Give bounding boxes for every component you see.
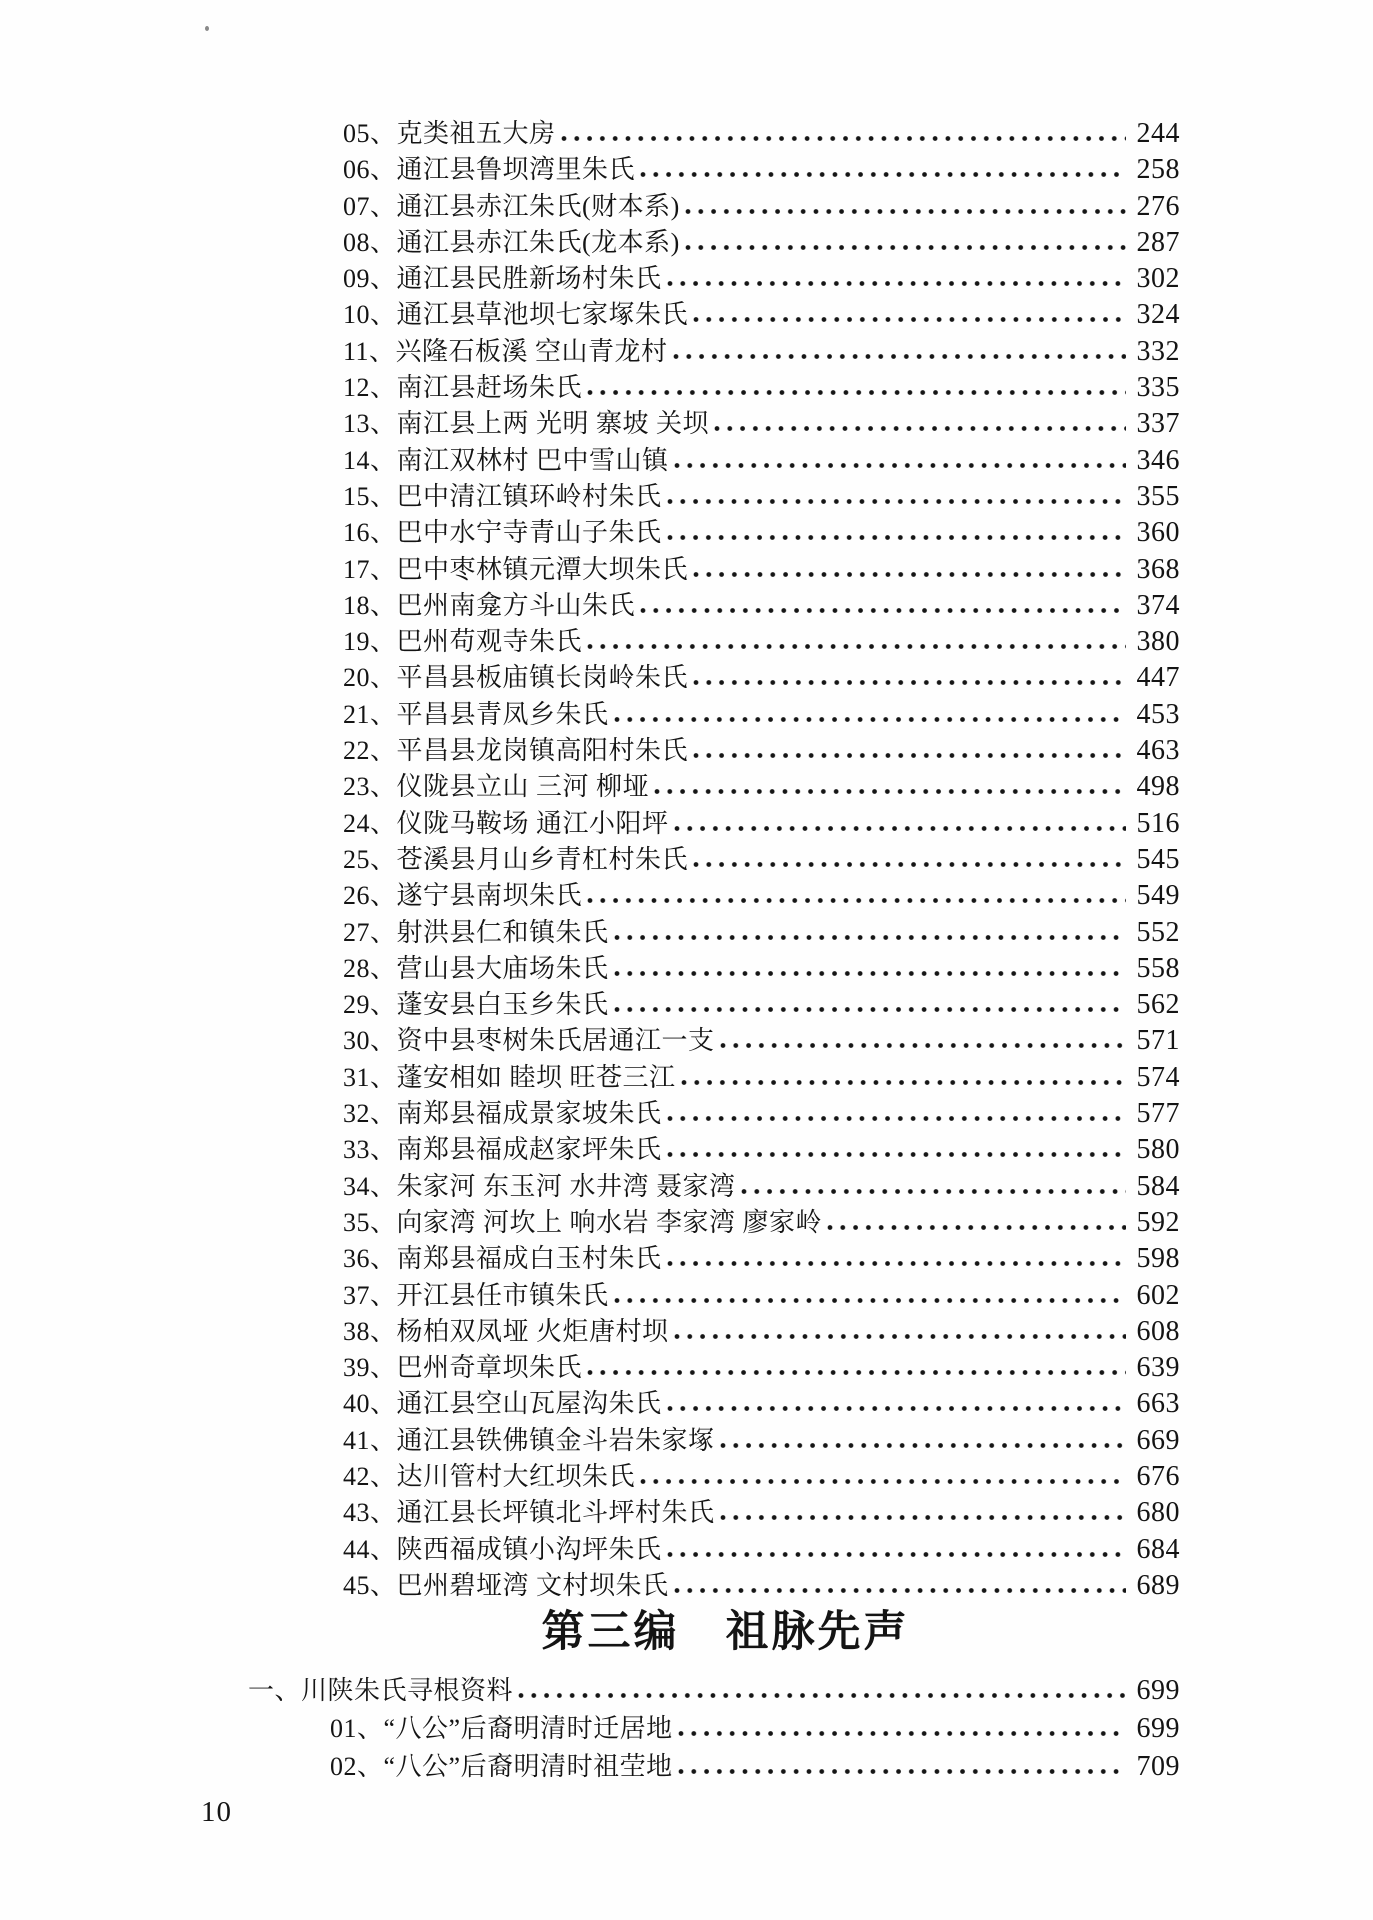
toc-entry-page: 598 <box>1136 1243 1180 1275</box>
toc-entry-title: 南郑县福成景家坡朱氏 <box>396 1099 662 1129</box>
toc-entry <box>343 733 1180 769</box>
toc-entry-number: 43、 <box>343 1498 397 1528</box>
dot-leader <box>693 316 1126 323</box>
dot-leader <box>667 1551 1126 1558</box>
dot-leader <box>674 1333 1126 1340</box>
toc-entry-number: 02、 <box>330 1752 384 1781</box>
toc-entry-number: 16、 <box>343 518 397 548</box>
toc-entry-title: 巴州奇章坝朱氏 <box>396 1353 583 1383</box>
toc-entry <box>343 697 1180 733</box>
toc-entry-page: 332 <box>1136 335 1180 367</box>
toc-entry-title: 通江县赤江朱氏(财本系) <box>396 191 680 221</box>
toc-entry-number: 05、 <box>343 119 397 148</box>
toc-entry <box>343 261 1180 297</box>
toc-entry-number: 32、 <box>343 1099 397 1129</box>
scan-speck <box>205 26 209 31</box>
toc-entry <box>343 1205 1180 1241</box>
dot-leader <box>654 788 1126 795</box>
toc-entry-page: 592 <box>1136 1206 1180 1238</box>
toc-entry-number: 40、 <box>343 1389 397 1419</box>
toc-entry-page: 463 <box>1136 735 1180 767</box>
toc-entry-title: 陕西福成镇小沟坪朱氏 <box>396 1534 662 1564</box>
folio-page-number: 10 <box>201 1796 232 1828</box>
toc-entry-number: 42、 <box>343 1461 397 1491</box>
toc-entry-title: 南郑县福成白玉村朱氏 <box>396 1244 662 1274</box>
toc-entry-page: 374 <box>1136 589 1180 621</box>
toc-entry <box>343 225 1180 261</box>
dot-leader <box>741 1188 1126 1195</box>
toc-entry-title: 南江双林村 巴中雪山镇 <box>396 445 669 475</box>
toc-entry <box>343 1023 1180 1059</box>
toc-entry <box>343 1532 1180 1568</box>
dot-leader <box>614 934 1126 941</box>
toc-entry-title: 通江县鲁坝湾里朱氏 <box>396 155 636 185</box>
toc-entry-page: 709 <box>1136 1751 1180 1782</box>
toc-entry <box>343 660 1180 696</box>
toc-entry-page: 571 <box>1136 1025 1180 1057</box>
toc-entry-page: 689 <box>1136 1569 1180 1601</box>
toc-entry-number: 27、 <box>343 917 397 947</box>
toc-entry-title: 兴隆石板溪 空山青龙村 <box>395 336 668 366</box>
toc-entry-title: 蓬安县白玉乡朱氏 <box>396 990 609 1020</box>
toc-entry-page: 574 <box>1136 1061 1180 1093</box>
toc-entry <box>343 1278 1180 1314</box>
toc-entry-page: 699 <box>1136 1713 1180 1744</box>
toc-entry-title: 克类祖五大房 <box>396 119 556 148</box>
toc-entry-page: 447 <box>1136 662 1180 694</box>
toc-entry-page: 639 <box>1136 1352 1180 1384</box>
toc-entry-page: 608 <box>1136 1315 1180 1347</box>
dot-leader <box>640 607 1126 614</box>
toc-entry-number: 23、 <box>343 772 397 802</box>
toc-entry <box>343 769 1180 805</box>
toc-entry <box>343 1386 1180 1422</box>
dot-leader <box>674 462 1126 469</box>
section-header: 第三编 祖脉先声 <box>541 1609 910 1656</box>
dot-leader <box>678 1730 1126 1737</box>
toc-entry <box>343 552 1180 588</box>
toc-entry-page: 676 <box>1136 1460 1180 1492</box>
dot-leader <box>693 679 1126 686</box>
toc-entry-title: 巴州苟观寺朱氏 <box>396 627 583 657</box>
toc-entry-page: 335 <box>1136 372 1180 404</box>
toc-entry-number: 21、 <box>343 699 397 729</box>
toc-entry-number: 44、 <box>343 1534 397 1564</box>
toc-entry-number: 06、 <box>343 155 397 185</box>
toc-entry-title: 平昌县龙岗镇高阳村朱氏 <box>396 736 689 766</box>
toc-entry-number: 29、 <box>343 990 397 1020</box>
dot-leader <box>714 425 1126 432</box>
toc-entry-number: 10、 <box>343 300 397 330</box>
toc-entry <box>343 1350 1180 1386</box>
toc-entry-page: 360 <box>1136 517 1180 549</box>
dot-leader <box>667 1405 1126 1412</box>
toc-entry-title: 通江县铁佛镇金斗岩朱家塚 <box>396 1425 715 1455</box>
toc-entry-page: 558 <box>1136 952 1180 984</box>
dot-leader <box>614 1297 1126 1304</box>
toc-entry-number: 09、 <box>343 264 397 294</box>
toc-entry-page: 516 <box>1136 807 1180 839</box>
toc-entry-title: “八公”后裔明清时迁居地 <box>383 1714 673 1743</box>
toc-entry <box>0 1748 1180 1786</box>
toc-entry <box>0 1710 1180 1748</box>
toc-entry <box>343 1060 1180 1096</box>
toc-entry-title: 南江县上两 光明 寨坡 关坝 <box>396 409 710 439</box>
toc-entry-number: 33、 <box>343 1135 397 1165</box>
dot-leader <box>720 1042 1126 1049</box>
toc-entry <box>343 1568 1180 1604</box>
toc-entry-number: 39、 <box>343 1353 397 1383</box>
dot-leader <box>667 280 1126 287</box>
dot-leader <box>673 353 1126 360</box>
toc-entry-number: 17、 <box>343 554 397 584</box>
toc-entry-number: 01、 <box>330 1714 384 1743</box>
toc-entry-number: 19、 <box>343 627 397 657</box>
toc-entry <box>343 189 1180 225</box>
toc-entry <box>343 116 1180 152</box>
toc-entry-number: 25、 <box>343 844 397 874</box>
toc-entry <box>343 515 1180 551</box>
toc-entry-page: 498 <box>1136 771 1180 803</box>
toc-entry-title: 仪陇县立山 三河 柳垭 <box>396 772 650 802</box>
toc-entry-number: 38、 <box>343 1316 397 1346</box>
toc-entry-number: 31、 <box>343 1062 397 1092</box>
toc-entry-title: 营山县大庙场朱氏 <box>396 953 609 983</box>
toc-entry <box>343 334 1180 370</box>
toc-entry-title: 巴中清江镇环岭村朱氏 <box>396 481 662 511</box>
toc-entry <box>343 1459 1180 1495</box>
toc-entry-title: 通江县长坪镇北斗坪村朱氏 <box>396 1498 715 1528</box>
toc-entry-number: 08、 <box>343 227 397 257</box>
toc-entry <box>343 406 1180 442</box>
toc-entry-number: 24、 <box>343 808 397 838</box>
toc-entry-title: 巴中水宁寺青山子朱氏 <box>396 518 662 548</box>
dot-leader <box>614 716 1126 723</box>
toc-entry-number: 11、 <box>343 336 396 366</box>
dot-leader <box>674 1587 1126 1594</box>
toc-entry-page: 337 <box>1136 408 1180 440</box>
dot-leader <box>561 135 1126 142</box>
toc-entry <box>343 1169 1180 1205</box>
toc-entry-page: 346 <box>1136 444 1180 476</box>
toc-entry-title: 资中县枣树朱氏居通江一支 <box>396 1026 715 1056</box>
toc-entry-page: 552 <box>1136 916 1180 948</box>
toc-entry-page: 368 <box>1136 553 1180 585</box>
toc-entry-page: 663 <box>1136 1388 1180 1420</box>
dot-leader <box>640 1478 1126 1485</box>
toc-entry-title: 通江县草池坝七家塚朱氏 <box>396 300 689 330</box>
toc-entry <box>343 297 1180 333</box>
dot-leader <box>587 643 1126 650</box>
toc-entry-number: 41、 <box>343 1425 397 1455</box>
toc-entry-number: 30、 <box>343 1026 397 1056</box>
toc-entry <box>343 1241 1180 1277</box>
toc-entry-number: 12、 <box>343 373 397 403</box>
toc-entry <box>343 878 1180 914</box>
dot-leader <box>685 208 1126 215</box>
toc-entry <box>0 1672 1180 1710</box>
toc-entry-title: 通江县民胜新场村朱氏 <box>396 264 662 294</box>
toc-entry <box>343 806 1180 842</box>
toc-entry-title: “八公”后裔明清时祖茔地 <box>383 1752 673 1781</box>
dot-leader <box>720 1514 1126 1521</box>
dot-leader <box>693 752 1126 759</box>
dot-leader <box>693 861 1126 868</box>
toc-entry-page: 577 <box>1136 1098 1180 1130</box>
dot-leader <box>667 534 1126 541</box>
toc-entry-page: 545 <box>1136 843 1180 875</box>
toc-entry-title: 巴州碧垭湾 文村坝朱氏 <box>396 1570 669 1600</box>
toc-entry-page: 680 <box>1136 1497 1180 1529</box>
toc-entry <box>343 1423 1180 1459</box>
toc-entry-number: 14、 <box>343 445 397 475</box>
toc-entry <box>343 951 1180 987</box>
dot-leader <box>678 1768 1126 1775</box>
toc-entry-title: 南江县赶场朱氏 <box>396 373 583 403</box>
toc-entry-title: 川陕朱氏寻根资料 <box>301 1676 514 1705</box>
dot-leader <box>827 1224 1126 1231</box>
toc-entry <box>343 987 1180 1023</box>
dot-leader <box>587 897 1126 904</box>
toc-entry-title: 蓬安相如 睦坝 旺苍三江 <box>396 1062 676 1092</box>
dot-leader <box>640 171 1126 178</box>
toc-entry-title: 仪陇马鞍场 通江小阳坪 <box>396 808 669 838</box>
toc-entry-number: 37、 <box>343 1280 397 1310</box>
dot-leader <box>685 244 1126 251</box>
toc-entry-title: 通江县赤江朱氏(龙本系) <box>396 227 680 257</box>
toc-entry-page: 380 <box>1136 626 1180 658</box>
toc-entry-number: 15、 <box>343 481 397 511</box>
toc-entry-page: 580 <box>1136 1134 1180 1166</box>
toc-entry-title: 朱家河 东玉河 水井湾 聂家湾 <box>396 1171 736 1201</box>
toc-entry-number: 26、 <box>343 881 397 911</box>
toc-entry-page: 669 <box>1136 1424 1180 1456</box>
toc-entry-page: 453 <box>1136 698 1180 730</box>
toc-entry <box>343 624 1180 660</box>
dot-leader <box>614 970 1126 977</box>
toc-entry-title: 向家湾 河坎上 响水岩 李家湾 廖家岭 <box>396 1207 823 1237</box>
toc-entry-page: 324 <box>1136 299 1180 331</box>
toc-entry-title: 平昌县青凤乡朱氏 <box>396 699 609 729</box>
toc-entry <box>343 588 1180 624</box>
toc-entry-page: 355 <box>1136 480 1180 512</box>
toc-entry <box>343 1132 1180 1168</box>
toc-entry-title: 遂宁县南坝朱氏 <box>396 881 583 911</box>
toc-entry <box>343 370 1180 406</box>
toc-entry <box>343 842 1180 878</box>
dot-leader <box>667 1260 1126 1267</box>
dot-leader <box>681 1079 1126 1086</box>
toc-entry-number: 35、 <box>343 1207 397 1237</box>
toc-entry-title: 开江县任市镇朱氏 <box>396 1280 609 1310</box>
dot-leader <box>587 1369 1126 1376</box>
toc-entry-number: 28、 <box>343 953 397 983</box>
toc-entry-page: 276 <box>1136 190 1180 222</box>
dot-leader <box>674 825 1126 832</box>
toc-entry-page: 684 <box>1136 1533 1180 1565</box>
toc-entry-title: 射洪县仁和镇朱氏 <box>396 917 609 947</box>
toc-entry-title: 平昌县板庙镇长岗岭朱氏 <box>396 663 689 693</box>
toc-entry <box>343 479 1180 515</box>
toc-entry-number: 一、 <box>248 1676 302 1705</box>
dot-leader <box>614 1006 1126 1013</box>
dot-leader <box>587 389 1126 396</box>
toc-entry-page: 549 <box>1136 880 1180 912</box>
dot-leader <box>667 1151 1126 1158</box>
toc-entry <box>343 1495 1180 1531</box>
toc-entry <box>343 915 1180 951</box>
toc-entry-title: 巴州南龛方斗山朱氏 <box>396 590 636 620</box>
toc-entry-page: 562 <box>1136 989 1180 1021</box>
toc-entry <box>343 443 1180 479</box>
toc-entry-number: 13、 <box>343 409 397 439</box>
dot-leader <box>720 1442 1126 1449</box>
dot-leader <box>518 1692 1126 1699</box>
toc-entry <box>343 1314 1180 1350</box>
toc-entry-page: 258 <box>1136 154 1180 186</box>
toc-entry-title: 南郑县福成赵家坪朱氏 <box>396 1135 662 1165</box>
toc-entry-number: 36、 <box>343 1244 397 1274</box>
toc-entry-title: 杨柏双凤垭 火炬唐村坝 <box>396 1316 669 1346</box>
toc-entry-number: 22、 <box>343 736 397 766</box>
toc-entry-page: 699 <box>1136 1675 1180 1706</box>
toc-entry-number: 34、 <box>343 1171 397 1201</box>
dot-leader <box>667 1115 1126 1122</box>
toc-entry-number: 20、 <box>343 663 397 693</box>
toc-entry-page: 302 <box>1136 263 1180 295</box>
toc-entry-number: 07、 <box>343 191 397 221</box>
toc-entry-page: 287 <box>1136 226 1180 258</box>
toc-entry-page: 584 <box>1136 1170 1180 1202</box>
toc-entry-number: 45、 <box>343 1570 397 1600</box>
toc-entry-title: 苍溪县月山乡青杠村朱氏 <box>396 844 689 874</box>
dot-leader <box>667 498 1126 505</box>
toc-list <box>343 116 1180 1604</box>
toc-entry <box>343 152 1180 188</box>
toc-entry <box>343 1096 1180 1132</box>
toc-entry-title: 通江县空山瓦屋沟朱氏 <box>396 1389 662 1419</box>
toc-entry-page: 602 <box>1136 1279 1180 1311</box>
dot-leader <box>693 571 1126 578</box>
section-list <box>0 1672 1180 1786</box>
toc-entry-title: 巴中枣林镇元潭大坝朱氏 <box>396 554 689 584</box>
toc-entry-title: 达川管村大红坝朱氏 <box>396 1461 636 1491</box>
toc-entry-page: 244 <box>1136 118 1180 149</box>
toc-entry-number: 18、 <box>343 590 397 620</box>
